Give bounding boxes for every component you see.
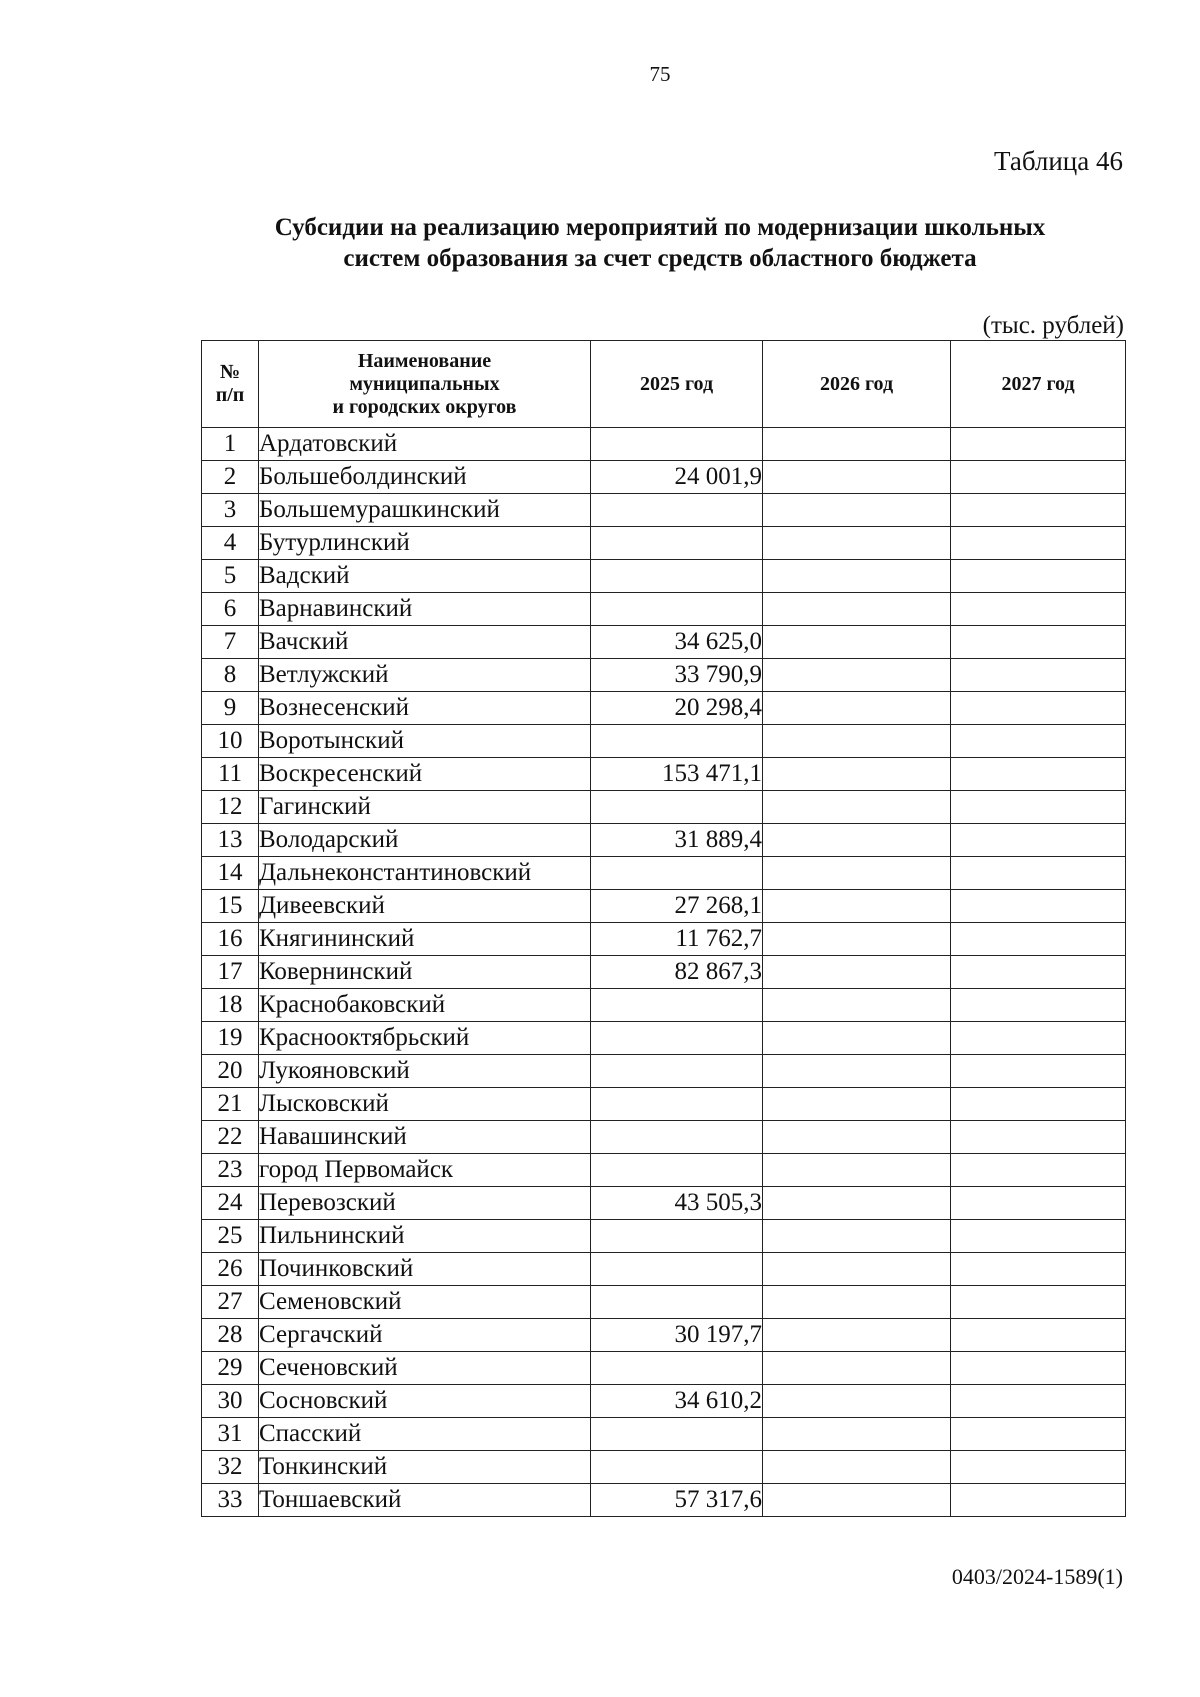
value-2025 (591, 989, 763, 1022)
municipality-name: Лукояновский (259, 1055, 591, 1088)
municipality-name: Перевозский (259, 1187, 591, 1220)
municipality-name: Краснобаковский (259, 989, 591, 1022)
municipality-name: Пильнинский (259, 1220, 591, 1253)
row-number: 30 (202, 1385, 259, 1418)
row-number: 21 (202, 1088, 259, 1121)
value-2025 (591, 1352, 763, 1385)
value-2026 (763, 989, 951, 1022)
row-number: 8 (202, 659, 259, 692)
value-2026 (763, 956, 951, 989)
municipality-name: Вознесенский (259, 692, 591, 725)
municipality-name: Тоншаевский (259, 1484, 591, 1517)
row-number: 22 (202, 1121, 259, 1154)
municipality-name: Вачский (259, 626, 591, 659)
table-row (202, 560, 1126, 593)
value-2026 (763, 1022, 951, 1055)
table-row (202, 1154, 1126, 1187)
value-2026 (763, 758, 951, 791)
value-2027 (951, 692, 1126, 725)
value-2027 (951, 1451, 1126, 1484)
value-2025: 34 610,2 (591, 1385, 763, 1418)
table-row (202, 923, 1126, 956)
municipality-name: Княгининский (259, 923, 591, 956)
row-number: 20 (202, 1055, 259, 1088)
value-2025 (591, 1253, 763, 1286)
value-2027 (951, 857, 1126, 890)
municipality-name: Бутурлинский (259, 527, 591, 560)
value-2027 (951, 659, 1126, 692)
value-2025 (591, 857, 763, 890)
row-number: 33 (202, 1484, 259, 1517)
table-row (202, 857, 1126, 890)
value-2027 (951, 1286, 1126, 1319)
value-2025 (591, 1088, 763, 1121)
row-number: 4 (202, 527, 259, 560)
value-2025 (591, 428, 763, 461)
table-row (202, 461, 1126, 494)
header-number (202, 341, 259, 428)
value-2026 (763, 1187, 951, 1220)
value-2025: 24 001,9 (591, 461, 763, 494)
municipality-name: Ардатовский (259, 428, 591, 461)
row-number: 23 (202, 1154, 259, 1187)
value-2025 (591, 560, 763, 593)
value-2027 (951, 956, 1126, 989)
value-2025 (591, 1121, 763, 1154)
table-row (202, 725, 1126, 758)
table-row (202, 824, 1126, 857)
value-2027 (951, 1220, 1126, 1253)
row-number: 13 (202, 824, 259, 857)
table-row (202, 791, 1126, 824)
page-number: 75 (649, 62, 671, 86)
row-number: 6 (202, 593, 259, 626)
value-2025: 11 762,7 (591, 923, 763, 956)
header-name-line-2: муниципальных (349, 372, 500, 395)
value-2026 (763, 1352, 951, 1385)
header-2027: 2027 год (951, 341, 1126, 428)
value-2026 (763, 527, 951, 560)
value-2025 (591, 1022, 763, 1055)
value-2027 (951, 923, 1126, 956)
table-row (202, 1286, 1126, 1319)
row-number: 2 (202, 461, 259, 494)
value-2026 (763, 1154, 951, 1187)
table-row (202, 593, 1126, 626)
value-2027 (951, 428, 1126, 461)
municipality-name: Дальнеконстантиновский (259, 857, 591, 890)
municipality-name: Большемурашкинский (259, 494, 591, 527)
row-number: 16 (202, 923, 259, 956)
municipality-name: Воротынский (259, 725, 591, 758)
value-2027 (951, 791, 1126, 824)
table-row (202, 1451, 1126, 1484)
municipality-name: Гагинский (259, 791, 591, 824)
value-2026 (763, 923, 951, 956)
value-2025 (591, 1220, 763, 1253)
value-2027 (951, 824, 1126, 857)
value-2027 (951, 560, 1126, 593)
subsidies-table (201, 340, 1126, 1517)
municipality-name: Краснооктябрьский (259, 1022, 591, 1055)
value-2025 (591, 1418, 763, 1451)
row-number: 10 (202, 725, 259, 758)
document-code: 0403/2024-1589(1) (951, 1564, 1123, 1589)
row-number: 15 (202, 890, 259, 923)
value-2026 (763, 1055, 951, 1088)
value-2026 (763, 1385, 951, 1418)
header-number-line-2: п/п (215, 384, 245, 406)
table-row (202, 956, 1126, 989)
municipality-name: Тонкинский (259, 1451, 591, 1484)
row-number: 29 (202, 1352, 259, 1385)
municipality-name: Ветлужский (259, 659, 591, 692)
table-row (202, 692, 1126, 725)
header-2025: 2025 год (591, 341, 763, 428)
table-row (202, 428, 1126, 461)
table-row (202, 758, 1126, 791)
header-number-line-1: № (219, 361, 241, 383)
value-2026 (763, 494, 951, 527)
header-2026: 2026 год (763, 341, 951, 428)
value-2026 (763, 1253, 951, 1286)
value-2027 (951, 890, 1126, 923)
row-number: 7 (202, 626, 259, 659)
value-2026 (763, 461, 951, 494)
municipality-name: Варнавинский (259, 593, 591, 626)
municipality-name: Починковский (259, 1253, 591, 1286)
value-2026 (763, 890, 951, 923)
table-row (202, 659, 1126, 692)
value-2026 (763, 692, 951, 725)
row-number: 19 (202, 1022, 259, 1055)
value-2027 (951, 725, 1126, 758)
value-2026 (763, 626, 951, 659)
value-2026 (763, 593, 951, 626)
value-2026 (763, 1121, 951, 1154)
value-2027 (951, 1154, 1126, 1187)
value-2027 (951, 1319, 1126, 1352)
value-2025 (591, 1286, 763, 1319)
value-2026 (763, 725, 951, 758)
table-row (202, 1253, 1126, 1286)
table-row (202, 1088, 1126, 1121)
value-2026 (763, 659, 951, 692)
value-2025: 27 268,1 (591, 890, 763, 923)
header-name (259, 341, 591, 428)
value-2027 (951, 461, 1126, 494)
municipality-name: Вадский (259, 560, 591, 593)
table-row (202, 1352, 1126, 1385)
table-row (202, 1187, 1126, 1220)
value-2027 (951, 1055, 1126, 1088)
table-header-row (202, 341, 1126, 428)
value-2025: 153 471,1 (591, 758, 763, 791)
table-row (202, 1220, 1126, 1253)
municipality-name: Навашинский (259, 1121, 591, 1154)
value-2027 (951, 1484, 1126, 1517)
value-2025 (591, 1055, 763, 1088)
value-2027 (951, 1187, 1126, 1220)
table-row (202, 527, 1126, 560)
value-2027 (951, 1253, 1126, 1286)
table-row (202, 1418, 1126, 1451)
value-2027 (951, 1418, 1126, 1451)
table-body (202, 428, 1126, 1517)
value-2027 (951, 1121, 1126, 1154)
row-number: 17 (202, 956, 259, 989)
units-label: (тыс. рублей) (982, 312, 1124, 339)
header-name-line-1: Наименование (357, 349, 492, 372)
municipality-name: Ковернинский (259, 956, 591, 989)
municipality-name: Сеченовский (259, 1352, 591, 1385)
value-2025: 30 197,7 (591, 1319, 763, 1352)
row-number: 18 (202, 989, 259, 1022)
value-2026 (763, 1286, 951, 1319)
row-number: 14 (202, 857, 259, 890)
value-2025 (591, 593, 763, 626)
municipality-name: Сосновский (259, 1385, 591, 1418)
row-number: 32 (202, 1451, 259, 1484)
value-2027 (951, 1022, 1126, 1055)
municipality-name: Большеболдинский (259, 461, 591, 494)
table-row (202, 626, 1126, 659)
title-line-2: систем образования за счет средств областного бюджета (343, 245, 977, 272)
value-2026 (763, 428, 951, 461)
row-number: 26 (202, 1253, 259, 1286)
row-number: 3 (202, 494, 259, 527)
municipality-name: Лысковский (259, 1088, 591, 1121)
value-2027 (951, 1352, 1126, 1385)
value-2025: 31 889,4 (591, 824, 763, 857)
table-row (202, 989, 1126, 1022)
value-2025 (591, 725, 763, 758)
value-2025: 33 790,9 (591, 659, 763, 692)
value-2027 (951, 527, 1126, 560)
row-number: 5 (202, 560, 259, 593)
value-2025 (591, 791, 763, 824)
value-2025 (591, 527, 763, 560)
table-row (202, 1484, 1126, 1517)
title-line-1: Субсидии на реализацию мероприятий по модернизации школьных (274, 214, 1046, 241)
table-row (202, 1022, 1126, 1055)
row-number: 11 (202, 758, 259, 791)
table-row (202, 494, 1126, 527)
value-2026 (763, 857, 951, 890)
value-2025 (591, 1154, 763, 1187)
table-row (202, 1055, 1126, 1088)
table-label: Таблица 46 (994, 146, 1123, 176)
row-number: 27 (202, 1286, 259, 1319)
value-2026 (763, 791, 951, 824)
row-number: 9 (202, 692, 259, 725)
row-number: 31 (202, 1418, 259, 1451)
value-2027 (951, 989, 1126, 1022)
value-2026 (763, 560, 951, 593)
value-2025: 82 867,3 (591, 956, 763, 989)
table-row (202, 1385, 1126, 1418)
value-2026 (763, 1418, 951, 1451)
value-2026 (763, 1220, 951, 1253)
value-2026 (763, 1088, 951, 1121)
row-number: 25 (202, 1220, 259, 1253)
value-2027 (951, 1088, 1126, 1121)
value-2027 (951, 1385, 1126, 1418)
header-name-line-3: и городских округов (332, 395, 517, 418)
value-2026 (763, 1319, 951, 1352)
value-2027 (951, 494, 1126, 527)
municipality-name: Сергачский (259, 1319, 591, 1352)
value-2025 (591, 1451, 763, 1484)
value-2027 (951, 593, 1126, 626)
row-number: 12 (202, 791, 259, 824)
municipality-name: Володарский (259, 824, 591, 857)
row-number: 1 (202, 428, 259, 461)
value-2027 (951, 626, 1126, 659)
municipality-name: город Первомайск (259, 1154, 591, 1187)
value-2025: 20 298,4 (591, 692, 763, 725)
value-2025: 43 505,3 (591, 1187, 763, 1220)
table-row (202, 1121, 1126, 1154)
municipality-name: Спасский (259, 1418, 591, 1451)
row-number: 24 (202, 1187, 259, 1220)
value-2025 (591, 494, 763, 527)
value-2026 (763, 824, 951, 857)
document-title (160, 212, 1160, 274)
municipality-name: Семеновский (259, 1286, 591, 1319)
value-2025: 57 317,6 (591, 1484, 763, 1517)
row-number: 28 (202, 1319, 259, 1352)
value-2027 (951, 758, 1126, 791)
municipality-name: Дивеевский (259, 890, 591, 923)
municipality-name: Воскресенский (259, 758, 591, 791)
table-row (202, 1319, 1126, 1352)
value-2026 (763, 1484, 951, 1517)
value-2026 (763, 1451, 951, 1484)
table-row (202, 890, 1126, 923)
value-2025: 34 625,0 (591, 626, 763, 659)
